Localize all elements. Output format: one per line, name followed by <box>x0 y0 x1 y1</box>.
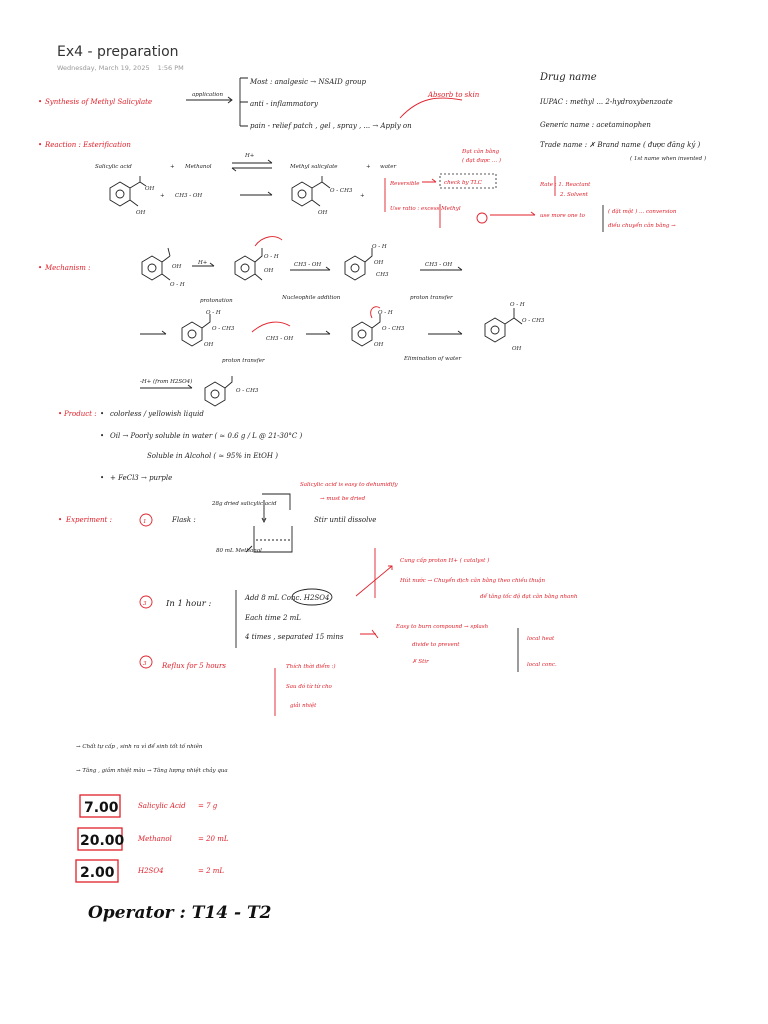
mech-step-1: protonation <box>200 298 233 304</box>
stir-label: Stir until dissolve <box>314 516 377 524</box>
synthesis-item-3: pain - relief patch , gel , spray , ... → Apply on <box>250 122 412 130</box>
experiment-bullet: Experiment : <box>66 516 112 524</box>
note-line-2: → Tăng , giảm nhiệt màu → Tăng lượng nhiệt chảy qua <box>76 768 228 774</box>
mech-step-4: proton transfer <box>222 358 265 364</box>
methanol-formula: CH3 - OH <box>175 193 203 199</box>
svg-text:O - CH3: O - CH3 <box>236 388 259 394</box>
reagent-top: 28g dried salicylic acid <box>212 501 277 507</box>
step-1-label: Flask : <box>172 516 196 524</box>
step-3-label: Reflux for 5 hours <box>162 662 226 670</box>
svg-text:O - H: O - H <box>264 254 279 260</box>
qty-value-1: 7.00 <box>84 800 119 816</box>
synthesis-item-2: anti - inflammatory <box>250 100 318 108</box>
svg-text:OH: OH <box>318 210 328 216</box>
quantities-section <box>76 795 229 882</box>
svg-text:+: + <box>366 164 371 170</box>
drug-generic: Generic name : acetaminophen <box>540 121 651 129</box>
catalyst-note-3: để tăng tốc độ đạt cân bằng nhanh <box>480 594 578 600</box>
svg-text:O - H: O - H <box>372 244 387 250</box>
step-2-line-3: 4 times , separated 15 mins <box>245 633 344 641</box>
mech-step-3: proton transfer <box>410 295 453 301</box>
synthesis-brace <box>240 78 248 126</box>
qty-value-2: 20.00 <box>80 833 125 849</box>
svg-text:1: 1 <box>143 519 147 525</box>
page-time: 1:56 PM <box>157 64 184 72</box>
tlc-note-2: ( đạt được ... ) <box>462 158 501 164</box>
svg-text:•: • <box>100 432 105 440</box>
svg-text:•: • <box>58 410 63 418</box>
step-2-label: In 1 hour : <box>166 599 212 609</box>
experiment-section <box>58 482 578 716</box>
svg-text:O - CH3: O - CH3 <box>382 326 405 332</box>
equilibrium-arrows <box>232 160 272 171</box>
svg-text:•: • <box>38 264 43 272</box>
local-heat: local heat <box>527 636 555 642</box>
mech-structure-3 <box>345 244 389 280</box>
svg-text:3: 3 <box>143 601 147 607</box>
mech-reagent: CH3 - OH <box>294 262 322 268</box>
svg-text:O - CH3: O - CH3 <box>522 318 545 324</box>
equilibrium-note-2: điều chuyển cân bằng → <box>608 223 676 229</box>
use-ratio: Use ratio : excess Methyl <box>390 206 461 212</box>
reactant-2: Methanol <box>185 164 212 170</box>
catalyst-note-1: Cung cấp proton H+ ( catalyst ) <box>400 558 490 564</box>
svg-text:OH: OH <box>136 210 146 216</box>
drug-name-section <box>539 72 706 162</box>
reflux-note-2: Sau đó từ từ cho <box>286 684 332 690</box>
svg-text:+: + <box>170 164 175 170</box>
page-title: Ex4 - preparation <box>57 44 179 60</box>
mech-structure-1 <box>142 248 185 288</box>
reactant-1: Salicylic acid <box>95 164 132 170</box>
svg-text:•: • <box>58 516 63 524</box>
equilibrium-note-1: ( đặt một ) ... conversion <box>608 209 677 215</box>
svg-text:O - CH3: O - CH3 <box>330 188 353 194</box>
svg-text:3: 3 <box>143 661 147 667</box>
red-note-2: → must be dried <box>320 496 366 502</box>
local-conc: local conc. <box>527 662 557 668</box>
svg-text:OH: OH <box>374 260 384 266</box>
svg-text:O - H: O - H <box>206 310 221 316</box>
product-item-4: + FeCl3 → purple <box>110 474 173 482</box>
synthesis-section <box>38 78 480 130</box>
reaction-section <box>38 141 677 232</box>
reflux-note-3: giải nhiệt <box>290 703 317 709</box>
ratio-note: use more one to <box>540 213 585 219</box>
mech-structure-4 <box>182 310 235 348</box>
svg-text:OH: OH <box>512 346 522 352</box>
svg-text:+: + <box>160 193 165 199</box>
step-2-line-1: Add 8 mL Conc. H2SO4 <box>245 594 330 602</box>
red-note-1: Salicylic acid is easy to dehumidify <box>300 482 398 488</box>
tlc-label: check by TLC <box>444 180 482 186</box>
svg-text:OH: OH <box>374 342 384 348</box>
mech-structure-final <box>205 376 259 406</box>
svg-text:OH: OH <box>264 268 274 274</box>
qty-name-3: H2SO4 <box>138 867 164 875</box>
qty-amount-1: = 7 g <box>198 802 218 810</box>
svg-text:CH3 - OH: CH3 - OH <box>266 336 294 342</box>
mech-structure-5 <box>352 310 405 348</box>
step-2-line-2: Each time 2 mL <box>245 614 301 622</box>
mech-elimination: Elimination of water <box>404 356 462 362</box>
mech-step-2: Nucleophile addition <box>282 295 341 301</box>
absorb-curve-arrow <box>400 98 462 118</box>
svg-text:O - H: O - H <box>170 282 185 288</box>
reaction-arrow-2 <box>240 192 272 195</box>
mechanism-bullet: Mechanism : <box>45 264 91 272</box>
reflux-note-1: Thích thời điểm :) <box>286 664 336 670</box>
svg-text:O - CH3: O - CH3 <box>212 326 235 332</box>
mech-hplus: H+ <box>198 260 208 266</box>
catalyst-note-2: Hút nước → Chuyển dịch cân bằng theo chiều thuận <box>400 578 546 584</box>
note-line-1: → Chất tự cấp , sinh ra vì để sinh tốt tố nhiên <box>76 744 203 750</box>
drug-iupac: IUPAC : methyl ... 2-hydroxybenzoate <box>540 98 673 106</box>
product-section <box>58 410 303 482</box>
page-date: Wednesday, March 19, 2025 <box>57 64 150 72</box>
synthesis-item-1: Most : analgesic → NSAID group <box>250 78 366 86</box>
application-label: application <box>192 92 224 98</box>
mech-deprotonate: -H+ (from H2SO4) <box>140 379 193 385</box>
ratio-circle <box>477 213 487 223</box>
rate-item-1: Rate : 1. Reactant <box>540 182 591 188</box>
svg-text:+: + <box>360 193 365 199</box>
catalyst-label: H+ <box>245 153 255 159</box>
qty-amount-3: = 2 mL <box>198 867 225 875</box>
qty-amount-2: = 20 mL <box>198 835 229 843</box>
reagent-bottom: 80 mL Methanol <box>216 548 262 554</box>
drug-name-heading: Drug name <box>540 72 597 83</box>
svg-text:•: • <box>38 141 43 149</box>
qty-name-1: Salicylic Acid <box>138 802 186 810</box>
svg-text:•: • <box>38 98 43 106</box>
operator-label: Operator : T14 - T2 <box>88 903 272 923</box>
mech-structure-2 <box>235 248 279 280</box>
product-item-3: Soluble in Alcohol ( ≃ 95% in EtOH ) <box>147 452 278 460</box>
svg-text:OH: OH <box>145 186 155 192</box>
svg-text:O - H: O - H <box>510 302 525 308</box>
svg-text:CH3: CH3 <box>376 272 389 278</box>
product-item-1: colorless / yellowish liquid <box>110 410 204 418</box>
burn-sub-1: divide to prevent <box>412 642 460 648</box>
product-bullet: Product : <box>64 410 97 418</box>
tlc-note-1: Đạt cân bằng <box>462 149 500 155</box>
synthesis-bullet: Synthesis of Methyl Salicylate <box>45 98 153 106</box>
absorb-note: Absorb to skin <box>428 91 480 99</box>
reaction-bullet: Reaction : Esterification <box>45 141 131 149</box>
svg-text:OH: OH <box>172 264 182 270</box>
methyl-salicylate-structure <box>292 176 353 216</box>
mechanism-section <box>38 237 545 406</box>
mech-structure-6 <box>485 302 545 352</box>
rate-item-2: 2. Solvent <box>560 192 588 198</box>
salicylic-acid-structure <box>110 176 155 216</box>
qty-value-3: 2.00 <box>80 865 115 881</box>
drug-trade: Trade name : ✗ Brand name ( được đăng ký ) <box>540 141 701 149</box>
burn-note: Easy to burn compound → splash <box>396 624 489 630</box>
svg-text:•: • <box>100 410 105 418</box>
qty-name-2: Methanol <box>138 835 172 843</box>
svg-text:•: • <box>100 474 105 482</box>
burn-sub-2: ✗ Stir <box>412 659 429 665</box>
reversible-label: Reversible <box>390 181 420 187</box>
product-1: Methyl salicylate <box>290 164 338 170</box>
product-item-2: Oil → Poorly soluble in water ( ≃ 0.6 g / L @ 21-30°C ) <box>110 432 303 440</box>
svg-text:CH3 - OH: CH3 - OH <box>425 262 453 268</box>
drug-trade-sub: ( 1st name when invented ) <box>630 156 707 162</box>
product-2: water <box>380 164 397 170</box>
notes-section <box>76 743 228 774</box>
svg-text:OH: OH <box>204 342 214 348</box>
svg-text:O - H: O - H <box>378 310 393 316</box>
